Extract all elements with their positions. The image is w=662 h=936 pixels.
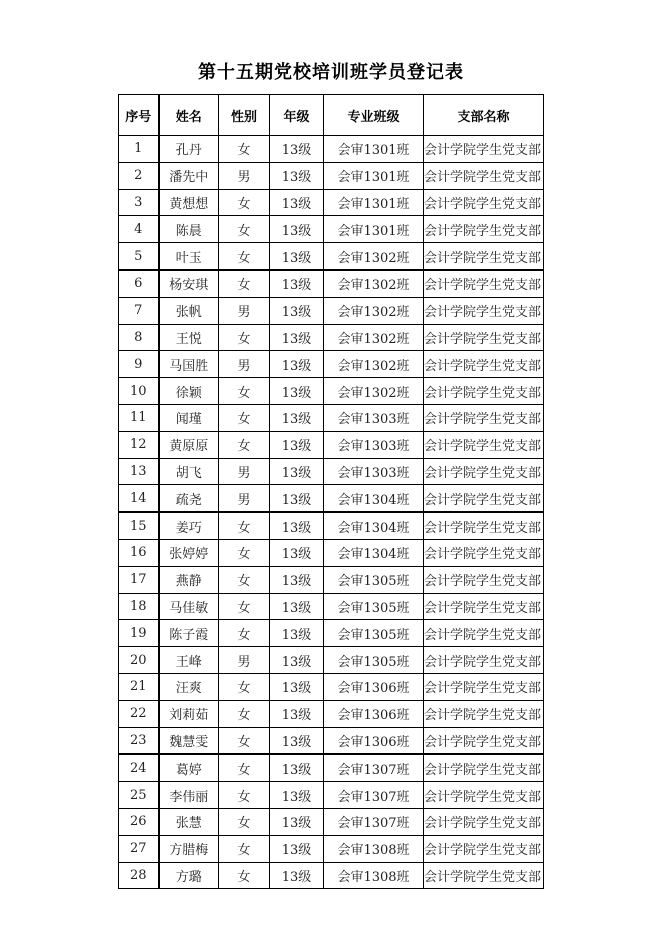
cell-grade: 13级 [270, 835, 324, 862]
cell-name: 孔丹 [159, 136, 219, 163]
cell-grade: 13级 [270, 270, 324, 297]
cell-grade: 13级 [270, 378, 324, 405]
cell-index: 7 [119, 297, 159, 324]
cell-branch: 会计学院学生党支部 [424, 647, 544, 674]
table-row [119, 216, 544, 243]
table-row [119, 835, 544, 862]
cell-index: 25 [119, 782, 159, 809]
cell-class: 会审1307班 [324, 754, 424, 781]
table-row [119, 351, 544, 378]
table-row [119, 700, 544, 727]
cell-gender: 男 [219, 351, 270, 378]
cell-grade: 13级 [270, 136, 324, 163]
cell-class: 会审1305班 [324, 620, 424, 647]
cell-grade: 13级 [270, 647, 324, 674]
table-row [119, 404, 544, 431]
cell-grade: 13级 [270, 700, 324, 727]
cell-index: 17 [119, 566, 159, 593]
cell-branch: 会计学院学生党支部 [424, 782, 544, 809]
cell-grade: 13级 [270, 673, 324, 700]
cell-class: 会审1306班 [324, 727, 424, 754]
cell-index: 18 [119, 593, 159, 620]
table-row [119, 378, 544, 405]
cell-name: 马国胜 [159, 351, 219, 378]
cell-branch: 会计学院学生党支部 [424, 404, 544, 431]
cell-gender: 女 [219, 270, 270, 297]
cell-name: 李伟丽 [159, 782, 219, 809]
cell-grade: 13级 [270, 243, 324, 270]
cell-grade: 13级 [270, 297, 324, 324]
cell-name: 马佳敏 [159, 593, 219, 620]
table-row [119, 189, 544, 216]
cell-gender: 女 [219, 243, 270, 270]
cell-class: 会审1306班 [324, 673, 424, 700]
student-registration-table [118, 94, 544, 889]
cell-gender: 女 [219, 862, 270, 889]
cell-index: 2 [119, 162, 159, 189]
cell-name: 方璐 [159, 862, 219, 889]
cell-gender: 男 [219, 297, 270, 324]
cell-gender: 男 [219, 647, 270, 674]
cell-branch: 会计学院学生党支部 [424, 189, 544, 216]
cell-class: 会审1302班 [324, 297, 424, 324]
cell-class: 会审1303班 [324, 431, 424, 458]
table-row [119, 539, 544, 566]
cell-branch: 会计学院学生党支部 [424, 216, 544, 243]
cell-gender: 女 [219, 700, 270, 727]
cell-name: 张婷婷 [159, 539, 219, 566]
cell-branch: 会计学院学生党支部 [424, 620, 544, 647]
cell-name: 叶玉 [159, 243, 219, 270]
cell-class: 会审1308班 [324, 835, 424, 862]
cell-class: 会审1302班 [324, 270, 424, 297]
cell-grade: 13级 [270, 458, 324, 485]
cell-index: 16 [119, 539, 159, 566]
cell-class: 会审1308班 [324, 862, 424, 889]
cell-class: 会审1305班 [324, 647, 424, 674]
table-header-row [119, 95, 544, 136]
cell-name: 杨安琪 [159, 270, 219, 297]
cell-index: 4 [119, 216, 159, 243]
cell-class: 会审1301班 [324, 216, 424, 243]
cell-class: 会审1305班 [324, 593, 424, 620]
cell-name: 葛婷 [159, 754, 219, 781]
cell-index: 27 [119, 835, 159, 862]
cell-name: 刘莉茹 [159, 700, 219, 727]
cell-name: 方腊梅 [159, 835, 219, 862]
cell-index: 9 [119, 351, 159, 378]
cell-gender: 男 [219, 485, 270, 512]
table-row [119, 136, 544, 163]
cell-grade: 13级 [270, 404, 324, 431]
table-row [119, 162, 544, 189]
cell-branch: 会计学院学生党支部 [424, 431, 544, 458]
cell-name: 徐颖 [159, 378, 219, 405]
cell-index: 1 [119, 136, 159, 163]
cell-index: 15 [119, 512, 159, 539]
cell-branch: 会计学院学生党支部 [424, 835, 544, 862]
cell-grade: 13级 [270, 754, 324, 781]
table-row [119, 727, 544, 754]
cell-name: 黄想想 [159, 189, 219, 216]
cell-index: 8 [119, 324, 159, 351]
table-row [119, 270, 544, 297]
cell-name: 闻瑾 [159, 404, 219, 431]
cell-class: 会审1302班 [324, 243, 424, 270]
cell-index: 23 [119, 727, 159, 754]
cell-grade: 13级 [270, 485, 324, 512]
table-row [119, 593, 544, 620]
cell-gender: 男 [219, 458, 270, 485]
table-row [119, 431, 544, 458]
cell-gender: 女 [219, 593, 270, 620]
cell-branch: 会计学院学生党支部 [424, 512, 544, 539]
table-row [119, 566, 544, 593]
table-row [119, 297, 544, 324]
cell-gender: 女 [219, 566, 270, 593]
cell-grade: 13级 [270, 324, 324, 351]
cell-name: 王峰 [159, 647, 219, 674]
cell-branch: 会计学院学生党支部 [424, 162, 544, 189]
cell-branch: 会计学院学生党支部 [424, 566, 544, 593]
cell-name: 姜巧 [159, 512, 219, 539]
cell-index: 12 [119, 431, 159, 458]
cell-index: 13 [119, 458, 159, 485]
cell-name: 张帆 [159, 297, 219, 324]
cell-index: 5 [119, 243, 159, 270]
cell-name: 潘先中 [159, 162, 219, 189]
table-row [119, 485, 544, 512]
table-row [119, 620, 544, 647]
cell-branch: 会计学院学生党支部 [424, 700, 544, 727]
cell-index: 14 [119, 485, 159, 512]
cell-class: 会审1302班 [324, 351, 424, 378]
cell-gender: 女 [219, 754, 270, 781]
cell-branch: 会计学院学生党支部 [424, 297, 544, 324]
cell-index: 19 [119, 620, 159, 647]
header-branch: 支部名称 [424, 95, 544, 136]
cell-branch: 会计学院学生党支部 [424, 136, 544, 163]
table-row [119, 782, 544, 809]
cell-index: 28 [119, 862, 159, 889]
cell-branch: 会计学院学生党支部 [424, 673, 544, 700]
cell-branch: 会计学院学生党支部 [424, 539, 544, 566]
table-row [119, 673, 544, 700]
cell-class: 会审1304班 [324, 485, 424, 512]
cell-gender: 女 [219, 404, 270, 431]
cell-branch: 会计学院学生党支部 [424, 378, 544, 405]
cell-gender: 女 [219, 539, 270, 566]
cell-branch: 会计学院学生党支部 [424, 862, 544, 889]
cell-grade: 13级 [270, 216, 324, 243]
cell-index: 6 [119, 270, 159, 297]
cell-gender: 女 [219, 136, 270, 163]
cell-class: 会审1306班 [324, 700, 424, 727]
table-row [119, 808, 544, 835]
cell-grade: 13级 [270, 189, 324, 216]
cell-name: 陈子霞 [159, 620, 219, 647]
cell-index: 20 [119, 647, 159, 674]
cell-class: 会审1304班 [324, 512, 424, 539]
cell-branch: 会计学院学生党支部 [424, 593, 544, 620]
cell-index: 11 [119, 404, 159, 431]
cell-grade: 13级 [270, 727, 324, 754]
cell-class: 会审1302班 [324, 324, 424, 351]
cell-grade: 13级 [270, 539, 324, 566]
table-row [119, 324, 544, 351]
header-gender: 性别 [219, 95, 270, 136]
cell-index: 22 [119, 700, 159, 727]
cell-class: 会审1307班 [324, 782, 424, 809]
table-row [119, 862, 544, 889]
header-index: 序号 [119, 95, 159, 136]
cell-name: 陈晨 [159, 216, 219, 243]
cell-name: 张慧 [159, 808, 219, 835]
cell-gender: 女 [219, 216, 270, 243]
cell-gender: 女 [219, 378, 270, 405]
cell-index: 10 [119, 378, 159, 405]
header-grade: 年级 [270, 95, 324, 136]
cell-name: 燕静 [159, 566, 219, 593]
cell-index: 24 [119, 754, 159, 781]
cell-class: 会审1305班 [324, 566, 424, 593]
cell-branch: 会计学院学生党支部 [424, 243, 544, 270]
cell-name: 疏尧 [159, 485, 219, 512]
cell-class: 会审1303班 [324, 458, 424, 485]
cell-branch: 会计学院学生党支部 [424, 808, 544, 835]
cell-name: 汪爽 [159, 673, 219, 700]
cell-gender: 女 [219, 727, 270, 754]
page-title: 第十五期党校培训班学员登记表 [198, 62, 464, 83]
cell-branch: 会计学院学生党支部 [424, 351, 544, 378]
cell-class: 会审1301班 [324, 136, 424, 163]
table-row [119, 754, 544, 781]
cell-grade: 13级 [270, 782, 324, 809]
cell-gender: 女 [219, 835, 270, 862]
cell-name: 黄原原 [159, 431, 219, 458]
table-row [119, 647, 544, 674]
cell-gender: 女 [219, 431, 270, 458]
cell-gender: 女 [219, 512, 270, 539]
cell-class: 会审1303班 [324, 404, 424, 431]
header-class: 专业班级 [324, 95, 424, 136]
cell-gender: 女 [219, 324, 270, 351]
cell-grade: 13级 [270, 620, 324, 647]
cell-grade: 13级 [270, 351, 324, 378]
table-row [119, 243, 544, 270]
cell-branch: 会计学院学生党支部 [424, 324, 544, 351]
cell-name: 魏慧雯 [159, 727, 219, 754]
cell-class: 会审1304班 [324, 539, 424, 566]
cell-gender: 女 [219, 673, 270, 700]
table-row [119, 512, 544, 539]
cell-class: 会审1302班 [324, 378, 424, 405]
cell-index: 3 [119, 189, 159, 216]
cell-grade: 13级 [270, 566, 324, 593]
cell-branch: 会计学院学生党支部 [424, 727, 544, 754]
cell-gender: 女 [219, 620, 270, 647]
cell-gender: 女 [219, 808, 270, 835]
cell-branch: 会计学院学生党支部 [424, 485, 544, 512]
cell-grade: 13级 [270, 593, 324, 620]
cell-grade: 13级 [270, 431, 324, 458]
cell-class: 会审1301班 [324, 162, 424, 189]
cell-grade: 13级 [270, 808, 324, 835]
cell-grade: 13级 [270, 862, 324, 889]
cell-branch: 会计学院学生党支部 [424, 458, 544, 485]
cell-name: 王悦 [159, 324, 219, 351]
cell-name: 胡飞 [159, 458, 219, 485]
cell-grade: 13级 [270, 162, 324, 189]
cell-branch: 会计学院学生党支部 [424, 270, 544, 297]
cell-gender: 女 [219, 782, 270, 809]
header-name: 姓名 [159, 95, 219, 136]
cell-grade: 13级 [270, 512, 324, 539]
cell-class: 会审1307班 [324, 808, 424, 835]
cell-index: 26 [119, 808, 159, 835]
cell-gender: 男 [219, 162, 270, 189]
cell-branch: 会计学院学生党支部 [424, 754, 544, 781]
cell-class: 会审1301班 [324, 189, 424, 216]
cell-gender: 女 [219, 189, 270, 216]
cell-index: 21 [119, 673, 159, 700]
table-row [119, 458, 544, 485]
